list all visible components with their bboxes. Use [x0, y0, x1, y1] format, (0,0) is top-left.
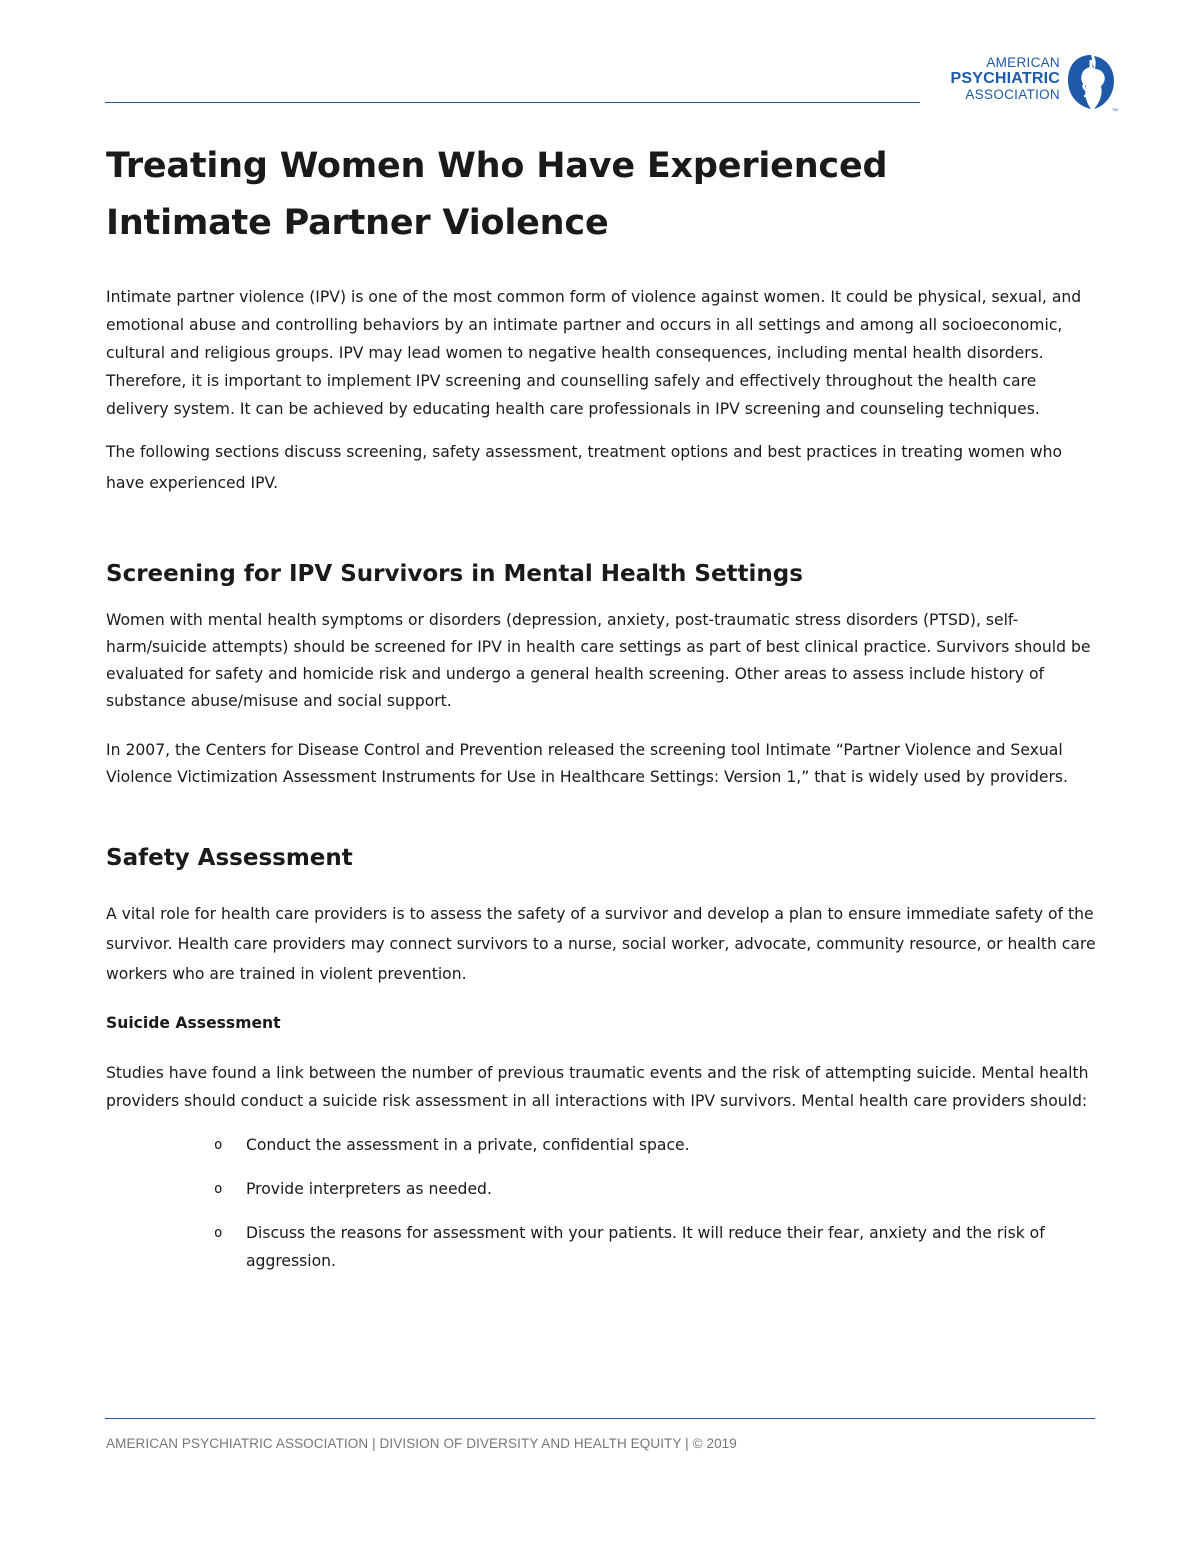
intro-paragraph-1: Intimate partner violence (IPV) is one of the most common form of violence against women. It could be physical, sexual, and emotional abuse and controlling behaviors by an intimate partner and occurs in all settings and among all socioeconomic, cultural and religious groups. IPV may lead women to negative health consequences, including mental health disorders. Therefore, it is important to implement IPV screening and counselling safely and effectively throughout the health care delivery system. It can be achieved by educating health care professionals in IPV screening and counseling techniques.: [106, 288, 1082, 418]
header-rule: [105, 102, 920, 103]
bullet-marker: o: [214, 1181, 223, 1197]
list-item-text: Conduct the assessment in a private, confidential space.: [246, 1136, 690, 1154]
list-item-text: Provide interpreters as needed.: [246, 1180, 492, 1198]
footer-rule: [105, 1418, 1095, 1419]
list-item: [214, 1175, 1074, 1203]
logo-line-association: ASSOCIATION: [965, 86, 1060, 102]
list-item: [214, 1131, 1074, 1159]
document-body: [106, 138, 1096, 1291]
title-line-1: Treating Women Who Have Experienced: [106, 146, 888, 186]
svg-text:TM: TM: [1112, 107, 1118, 112]
list-item: [214, 1219, 1074, 1275]
suicide-assessment-list: [214, 1131, 1074, 1275]
intro-paragraph-2: The following sections discuss screening, safety assessment, treatment options and best practices in treating women who have experienced IPV.: [106, 443, 1063, 492]
section-heading-safety: Safety Assessment: [106, 845, 353, 871]
logo-line-american: AMERICAN: [986, 55, 1060, 70]
logo-wordmark: [951, 56, 1060, 101]
apa-caduceus-logo-icon: [1064, 52, 1118, 112]
suicide-paragraph-1: Studies have found a link between the number of previous traumatic events and the risk of attempting suicide. Mental health providers should conduct a suicide risk assessment in all interactions with IPV survivors. Mental health care providers should:: [106, 1064, 1089, 1110]
footer-text: AMERICAN PSYCHIATRIC ASSOCIATION | DIVISION OF DIVERSITY AND HEALTH EQUITY | © 2019: [106, 1436, 737, 1451]
subheading-suicide-assessment: Suicide Assessment: [106, 1014, 281, 1032]
list-item-text: Discuss the reasons for assessment with your patients. It will reduce their fear, anxiety and the risk of aggression.: [246, 1224, 1045, 1270]
bullet-marker: o: [214, 1137, 223, 1153]
bullet-marker: o: [214, 1225, 223, 1241]
document-title: [106, 138, 1096, 252]
section-heading-screening: Screening for IPV Survivors in Mental Health Settings: [106, 561, 803, 587]
title-line-2: Intimate Partner Violence: [106, 203, 609, 243]
logo-line-psychiatric: PSYCHIATRIC: [950, 69, 1060, 87]
safety-paragraph-1: A vital role for health care providers is to assess the safety of a survivor and develop a plan to ensure immediate safety of the survivor. Health care providers may connect survivors to a nurse, social worker, advocate, community resource, or health care workers who are trained in violent prevention.: [106, 905, 1096, 983]
screening-paragraph-2: In 2007, the Centers for Disease Control and Prevention released the screening tool Intimate “Partner Violence and Sexual Violence Victimization Assessment Instruments for Use in Healthcare Settings: Version 1,” that is widely used by providers.: [106, 741, 1068, 786]
screening-paragraph-1: Women with mental health symptoms or disorders (depression, anxiety, post-traumatic stress disorders (PTSD), self-harm/suicide attempts) should be screened for IPV in health care settings as part of best clinical practice. Survivors should be evaluated for safety and homicide risk and undergo a general health screening. Other areas to assess include history of substance abuse/misuse and social support.: [106, 611, 1091, 710]
apa-logo: [936, 50, 1126, 120]
